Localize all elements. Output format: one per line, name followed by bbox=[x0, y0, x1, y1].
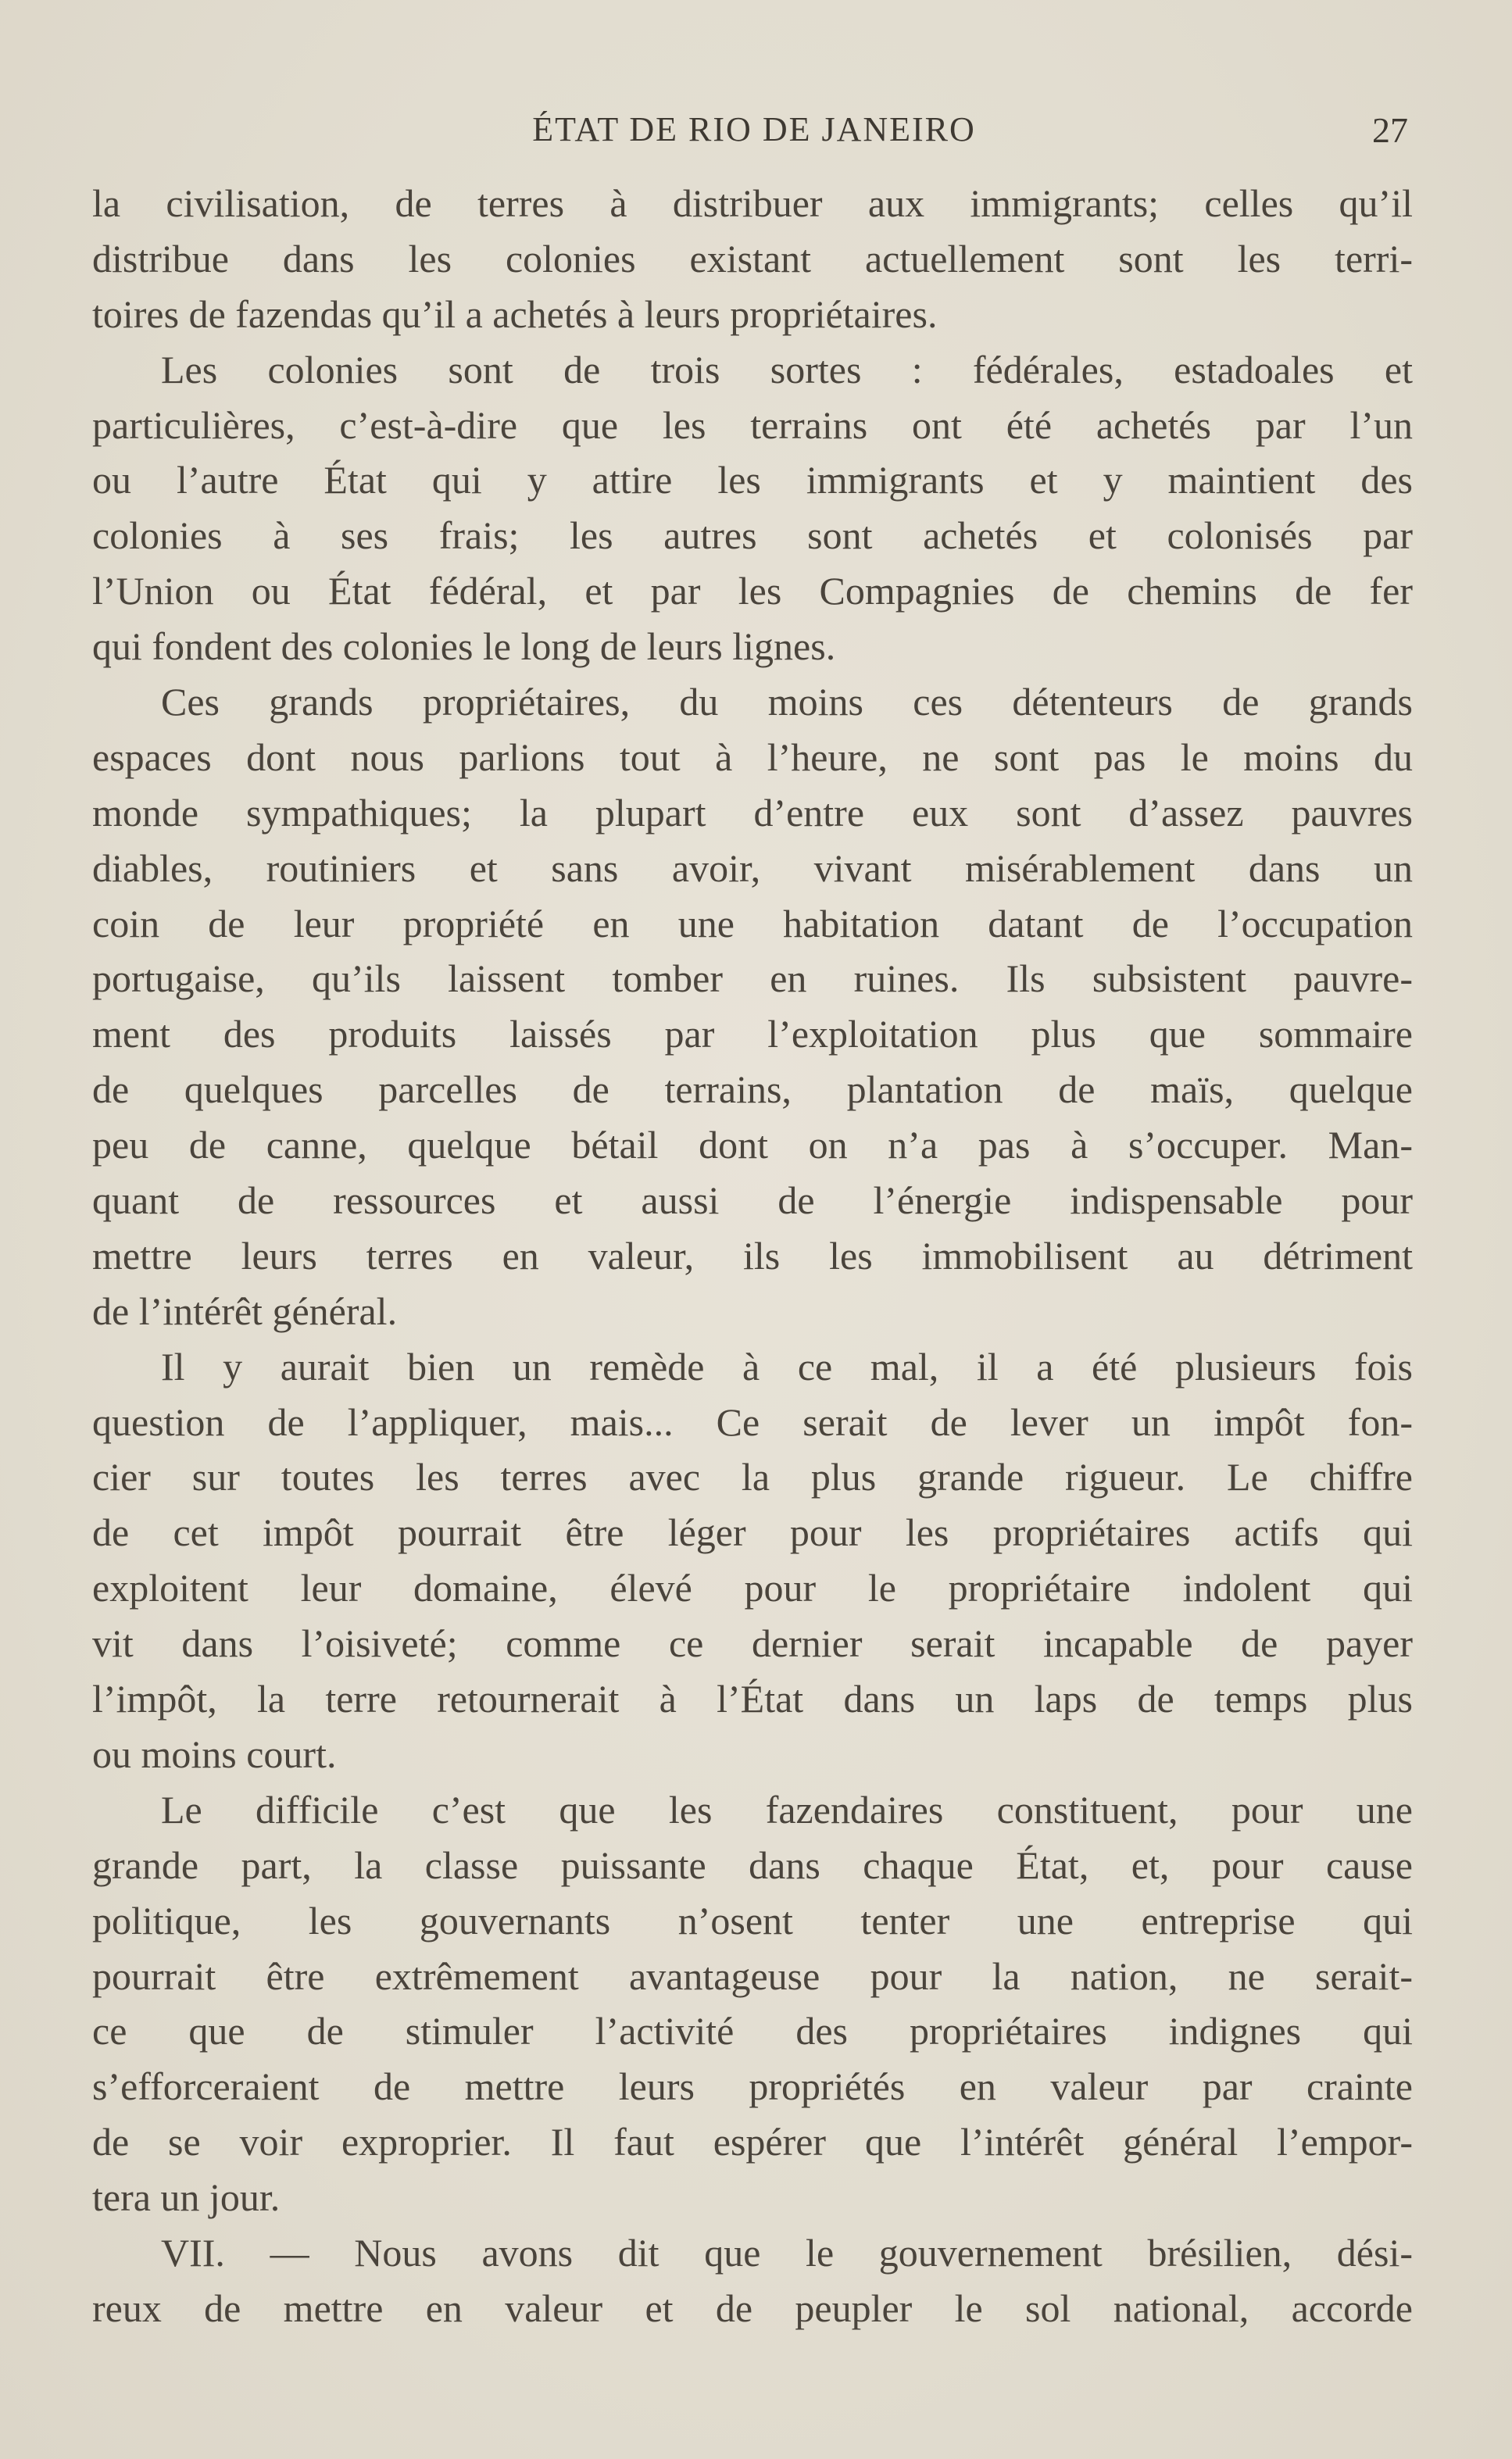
text-line: de se voir exproprier. Il faut espérer que l’intérêt général l’empor- bbox=[92, 2120, 1413, 2164]
text-line: toires de fazendas qu’il a achetés à leurs propriétaires. bbox=[92, 291, 938, 336]
text-line: reux de mettre en valeur et de peupler le sol national, accorde bbox=[92, 2286, 1413, 2330]
text-line: de cet impôt pourrait être léger pour les propriétaires actifs qui bbox=[92, 1510, 1413, 1555]
page-header bbox=[94, 109, 1414, 156]
text-line: s’efforceraient de mettre leurs propriétés en valeur par crainte bbox=[92, 2064, 1413, 2109]
text-line: VII. — Nous avons dit que le gouvernement brésilien, dési- bbox=[161, 2230, 1413, 2275]
text-line: qui fondent des colonies le long de leurs lignes. bbox=[92, 624, 836, 669]
text-line: quant de ressources et aussi de l’énergie indispensable pour bbox=[92, 1178, 1413, 1223]
text-line: ou l’autre État qui y attire les immigrants et y maintient des bbox=[92, 458, 1413, 502]
text-line: cier sur toutes les terres avec la plus grande rigueur. Le chiffre bbox=[92, 1455, 1413, 1499]
text-line: Il y aurait bien un remède à ce mal, il a été plusieurs fois bbox=[161, 1344, 1413, 1389]
text-line: coin de leur propriété en une habitation datant de l’occupation bbox=[92, 901, 1413, 945]
text-line: Les colonies sont de trois sortes : fédérales, estadoales et bbox=[161, 347, 1413, 391]
text-line: exploitent leur domaine, élevé pour le propriétaire indolent qui bbox=[92, 1566, 1413, 1610]
text-line: ou moins court. bbox=[92, 1732, 337, 1776]
text-line: l’Union ou État fédéral, et par les Compagnies de chemins de fer bbox=[92, 569, 1413, 613]
text-line: tera un jour. bbox=[92, 2175, 281, 2220]
text-line: mettre leurs terres en valeur, ils les immobilisent au détriment bbox=[92, 1233, 1413, 1278]
text-line: politique, les gouvernants n’osent tenter une entreprise qui bbox=[92, 1898, 1413, 1943]
text-line: pourrait être extrêmement avantageuse pour la nation, ne serait- bbox=[92, 1953, 1413, 1998]
text-line: peu de canne, quelque bétail dont on n’a pas à s’occuper. Man- bbox=[92, 1123, 1413, 1167]
text-line: l’impôt, la terre retournerait à l’État dans un laps de temps plus bbox=[92, 1677, 1413, 1721]
text-line: de l’intérêt général. bbox=[92, 1288, 398, 1333]
text-line: portugaise, qu’ils laissent tomber en ruines. Ils subsistent pauvre- bbox=[92, 956, 1413, 1001]
page-number: 27 bbox=[1372, 110, 1408, 150]
text-line: de quelques parcelles de terrains, plantation de maïs, quelque bbox=[92, 1067, 1413, 1112]
running-title: ÉTAT DE RIO DE JANEIRO bbox=[532, 110, 976, 148]
text-line: vit dans l’oisiveté; comme ce dernier serait incapable de payer bbox=[92, 1621, 1413, 1666]
text-line: Ces grands propriétaires, du moins ces détenteurs de grands bbox=[161, 680, 1413, 724]
text-line: diables, routiniers et sans avoir, vivant misérablement dans un bbox=[92, 845, 1413, 890]
text-line: espaces dont nous parlions tout à l’heure, ne sont pas le moins du bbox=[92, 734, 1413, 779]
text-line: ce que de stimuler l’activité des propriétaires indignes qui bbox=[92, 2009, 1413, 2053]
text-line: ment des produits laissés par l’exploitation plus que sommaire bbox=[92, 1012, 1413, 1056]
text-line: colonies à ses frais; les autres sont achetés et colonisés par bbox=[92, 513, 1413, 558]
text-line: la civilisation, de terres à distribuer aux immigrants; celles qu’il bbox=[92, 181, 1413, 225]
text-line: particulières, c’est-à-dire que les terrains ont été achetés par l’un bbox=[92, 402, 1413, 447]
text-line: monde sympathiques; la plupart d’entre eux sont d’assez pauvres bbox=[92, 790, 1413, 835]
text-line: grande part, la classe puissante dans chaque État, et, pour cause bbox=[92, 1842, 1413, 1887]
text-line: question de l’appliquer, mais... Ce serait de lever un impôt fon- bbox=[92, 1399, 1413, 1444]
body-text bbox=[92, 176, 1413, 2336]
text-line: distribue dans les colonies existant actuellement sont les terri- bbox=[92, 236, 1413, 281]
text-line: Le difficile c’est que les fazendaires constituent, pour une bbox=[161, 1787, 1413, 1832]
